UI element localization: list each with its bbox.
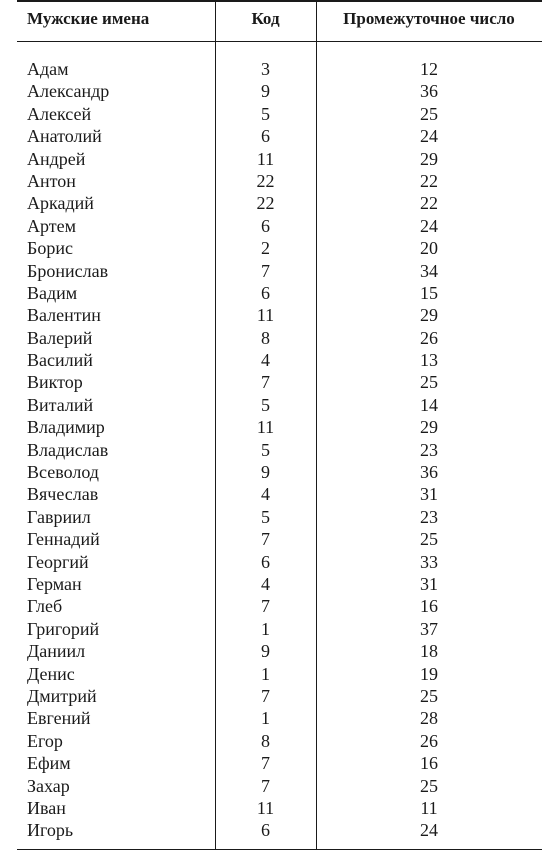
table-row	[0, 327, 543, 349]
cell-name: Валерий	[27, 327, 93, 348]
table-bottom-rule	[17, 849, 542, 850]
cell-name: Всеволод	[27, 462, 99, 483]
cell-code: 6	[261, 215, 270, 236]
table-row	[0, 775, 543, 797]
cell-name: Игорь	[27, 820, 74, 841]
table-row	[0, 215, 543, 237]
cell-intermediate-number: 31	[420, 573, 438, 594]
table-row	[0, 483, 543, 505]
cell-name: Евгений	[27, 708, 91, 729]
cell-intermediate-number: 18	[420, 641, 438, 662]
cell-code: 1	[261, 618, 270, 639]
table-header-rule	[17, 41, 542, 42]
cell-code: 11	[256, 148, 275, 169]
cell-name: Аркадий	[27, 193, 94, 214]
header-intermediate-number: Промежуточное число	[343, 9, 515, 28]
cell-intermediate-number: 37	[420, 618, 438, 639]
table-row	[0, 663, 543, 685]
cell-name: Виталий	[27, 394, 94, 415]
cell-intermediate-number: 24	[420, 215, 438, 236]
cell-code: 8	[261, 327, 270, 348]
cell-intermediate-number: 15	[420, 282, 438, 303]
cell-name: Адам	[27, 59, 69, 79]
cell-code: 1	[261, 663, 270, 684]
table-row	[0, 282, 543, 304]
cell-intermediate-number: 19	[420, 663, 438, 684]
table-row	[0, 528, 543, 550]
cell-name: Борис	[27, 238, 73, 259]
cell-code: 9	[261, 81, 270, 102]
cell-code: 7	[261, 529, 270, 550]
cell-name: Ефим	[27, 753, 71, 774]
cell-intermediate-number: 25	[420, 529, 438, 550]
cell-code: 22	[256, 193, 275, 214]
cell-intermediate-number: 22	[420, 193, 438, 214]
cell-code: 5	[261, 439, 270, 460]
table-row	[0, 640, 543, 662]
cell-name: Анатолий	[27, 126, 102, 147]
table-header	[0, 9, 543, 37]
cell-code: 7	[261, 596, 270, 617]
table-row	[0, 506, 543, 528]
cell-name: Дмитрий	[27, 685, 97, 706]
header-code: Код	[251, 9, 280, 28]
table-row	[0, 707, 543, 729]
cell-name: Артем	[27, 215, 77, 236]
cell-name: Денис	[27, 663, 75, 684]
table-row	[0, 125, 543, 147]
cell-intermediate-number: 33	[420, 551, 438, 572]
cell-code: 4	[261, 350, 270, 371]
table-row	[0, 595, 543, 617]
cell-name: Георгий	[27, 551, 89, 572]
table-row	[0, 58, 543, 80]
cell-name: Валентин	[27, 305, 101, 326]
table-row	[0, 730, 543, 752]
cell-name: Иван	[27, 797, 66, 818]
cell-code: 3	[261, 59, 270, 79]
table-row	[0, 148, 543, 170]
cell-name: Григорий	[27, 618, 100, 639]
table-row	[0, 685, 543, 707]
cell-intermediate-number: 24	[420, 126, 438, 147]
cell-intermediate-number: 14	[420, 394, 438, 415]
cell-intermediate-number: 16	[420, 753, 438, 774]
table-row	[0, 461, 543, 483]
cell-intermediate-number: 26	[420, 327, 438, 348]
table-row	[0, 394, 543, 416]
cell-name: Глеб	[27, 596, 63, 617]
cell-code: 2	[261, 238, 270, 259]
cell-code: 6	[261, 820, 270, 841]
cell-code: 9	[261, 641, 270, 662]
cell-code: 11	[256, 417, 275, 438]
table-row	[0, 416, 543, 438]
cell-name: Егор	[27, 730, 63, 751]
cell-name: Владимир	[27, 417, 105, 438]
cell-name: Герман	[27, 573, 82, 594]
table-row	[0, 170, 543, 192]
table-row	[0, 752, 543, 774]
cell-code: 4	[261, 484, 270, 505]
cell-name: Вячеслав	[27, 484, 99, 505]
cell-intermediate-number: 23	[420, 439, 438, 460]
cell-intermediate-number: 25	[420, 775, 438, 796]
cell-intermediate-number: 12	[420, 59, 438, 79]
cell-intermediate-number: 34	[420, 260, 438, 281]
cell-intermediate-number: 36	[420, 81, 438, 102]
table-row	[0, 103, 543, 125]
cell-code: 7	[261, 260, 270, 281]
table-body	[0, 58, 543, 842]
cell-code: 11	[256, 797, 275, 818]
cell-intermediate-number: 24	[420, 820, 438, 841]
table-row	[0, 304, 543, 326]
cell-name: Геннадий	[27, 529, 100, 550]
cell-code: 7	[261, 775, 270, 796]
cell-code: 4	[261, 573, 270, 594]
cell-code: 7	[261, 685, 270, 706]
cell-intermediate-number: 29	[420, 305, 438, 326]
table-row	[0, 439, 543, 461]
table-row	[0, 573, 543, 595]
cell-intermediate-number: 23	[420, 506, 438, 527]
cell-intermediate-number: 16	[420, 596, 438, 617]
cell-code: 6	[261, 126, 270, 147]
cell-code: 11	[256, 305, 275, 326]
cell-code: 22	[256, 170, 275, 191]
cell-name: Виктор	[27, 372, 83, 393]
cell-name: Василий	[27, 350, 93, 371]
table-row	[0, 797, 543, 819]
table-row	[0, 349, 543, 371]
table-row	[0, 80, 543, 102]
cell-name: Владислав	[27, 439, 109, 460]
cell-intermediate-number: 31	[420, 484, 438, 505]
cell-intermediate-number: 28	[420, 708, 438, 729]
cell-intermediate-number: 29	[420, 417, 438, 438]
cell-name: Андрей	[27, 148, 86, 169]
cell-intermediate-number: 20	[420, 238, 438, 259]
table-row	[0, 618, 543, 640]
cell-name: Захар	[27, 775, 70, 796]
header-names: Мужские имена	[27, 9, 150, 28]
cell-name: Гавриил	[27, 506, 91, 527]
cell-code: 5	[261, 506, 270, 527]
cell-code: 5	[261, 394, 270, 415]
table-row	[0, 551, 543, 573]
cell-code: 6	[261, 282, 270, 303]
cell-intermediate-number: 11	[420, 797, 438, 818]
cell-name: Александр	[27, 81, 110, 102]
cell-intermediate-number: 29	[420, 148, 438, 169]
cell-intermediate-number: 25	[420, 372, 438, 393]
cell-code: 5	[261, 103, 270, 124]
table-row	[0, 237, 543, 259]
cell-code: 7	[261, 372, 270, 393]
cell-name: Вадим	[27, 282, 78, 303]
cell-code: 6	[261, 551, 270, 572]
table-row	[0, 819, 543, 841]
cell-intermediate-number: 25	[420, 685, 438, 706]
cell-name: Антон	[27, 170, 76, 191]
cell-code: 9	[261, 462, 270, 483]
cell-code: 7	[261, 753, 270, 774]
cell-intermediate-number: 22	[420, 170, 438, 191]
cell-intermediate-number: 25	[420, 103, 438, 124]
cell-intermediate-number: 36	[420, 462, 438, 483]
table-row	[0, 371, 543, 393]
table-top-rule	[17, 0, 542, 2]
cell-code: 8	[261, 730, 270, 751]
cell-code: 1	[261, 708, 270, 729]
table-row	[0, 260, 543, 282]
cell-name: Бронислав	[27, 260, 109, 281]
table-row	[0, 192, 543, 214]
cell-intermediate-number: 13	[420, 350, 438, 371]
cell-name: Алексей	[27, 103, 92, 124]
cell-name: Даниил	[27, 641, 86, 662]
cell-intermediate-number: 26	[420, 730, 438, 751]
